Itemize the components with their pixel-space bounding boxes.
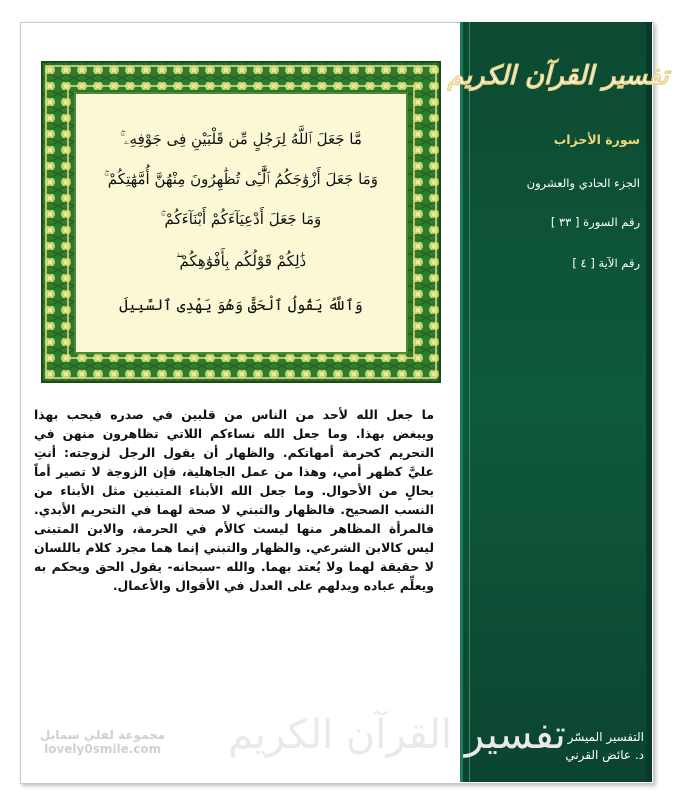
watermark: تفسير القرآن الكريم [228,712,566,758]
credit-title: التفسير الميسّر [567,730,644,744]
logo-text: تفسير القرآن الكريم [447,61,669,91]
verse-line-4: ذَٰلِكُمْ قَوْلُكُم بِأَفْوَٰهِكُمْ ۖ [175,252,307,270]
surah-number: رقم السورة [ ٣٣ ] [550,215,640,229]
verse-line-5: وَٱللَّهُ يَقُولُ ٱلْحَقَّ وَهُوَ يَهْدِى ٱلسَّبِيلَ [119,296,363,314]
sidebar-divider [469,22,470,782]
site-logo [40,728,165,756]
credit-author: د. عائض القرني [565,748,644,762]
ayah-number: رقم الآية [ ٤ ] [572,256,640,270]
site-logo-latin: lovely0smile.com [44,742,162,756]
juz-label: الجزء الحادي والعشرون [526,176,640,190]
verse-line-3: وَمَا جَعَلَ أَدْعِيَآءَكُمْ أَبْنَآءَكُمْ ۚ [160,210,322,228]
tafsir-paragraph: ما جعل الله لأحد من الناس من قلبين في صدره فيحب بهذا ويبغض بهذا. وما جعل الله نساءكم اللاتي تظاهرون منهن في التحريم كحرمة أمهاتكم. والظهار أن يقول الرجل لزوجته: أنتِ عليَّ كظهر أمي، وهذا من عمل الجاهلية، فإن الزوجة لا تصير أماً بحالٍ من الأحوال. وما جعل الله الأبناء المتبنين مثل الأبناء من النسب الصحيح. فالظهار والتبني لا صحة لهما في التحريم الأبدي. فالمرأة المظاهر منها ليست كالأم في الحرمة، والابن المتبنى ليس كالابن الشرعي. والظهار والتبني إنما هما مجرد كلام باللسان لا حقيقة لهما ولا يُعتد بهما. والله -سبحانه- يقول الحق ويحكم به ويعلِّم عباده ويدلهم على العدل في الأقوال والأعمال. [34,407,434,593]
surah-name: سورة الأحزاب [553,132,640,147]
quran-tafsir-logo [447,40,669,112]
tafsir-text-block [34,405,434,595]
verse-line-1: مَّا جَعَلَ ٱللَّهُ لِرَجُلٍ مِّن قَلْبَيْنِ فِى جَوْفِهِۦ ۚ [120,130,362,148]
verse-line-2: وَمَا جَعَلَ أَزْوَٰجَكُمُ ٱلَّٰٓـِٔى تُظَٰهِرُونَ مِنْهُنَّ أُمَّهَٰتِكُمْ ۚ [104,170,378,188]
site-logo-arabic: مجموعة لفلي سمايل [40,728,166,742]
